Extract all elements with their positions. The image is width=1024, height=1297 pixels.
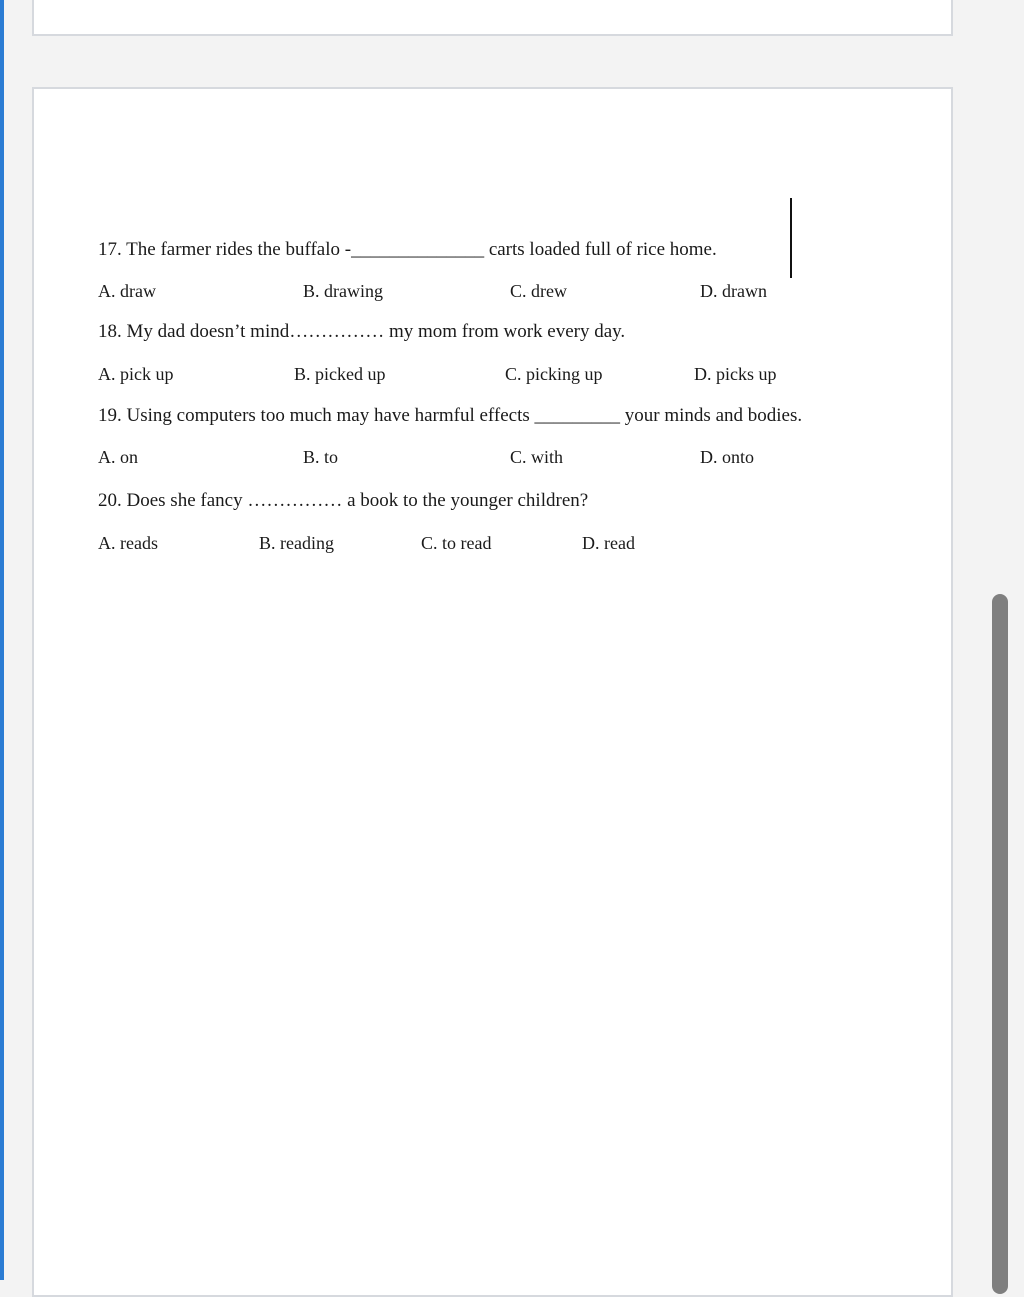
question-18-option-b: B. picked up — [294, 364, 386, 384]
question-18-option-a: A. pick up — [98, 364, 174, 384]
scrollbar-thumb[interactable] — [992, 594, 1008, 1294]
question-18-stem: 18. My dad doesn’t mind…………… my mom from work every day. — [98, 321, 626, 342]
question-20-option-d: D. read — [582, 533, 635, 553]
question-17-option-a: A. draw — [98, 281, 156, 301]
question-20-option-a: A. reads — [98, 533, 158, 553]
question-19-option-d: D. onto — [700, 447, 754, 467]
question-18-option-d: D. picks up — [694, 364, 777, 384]
question-20-stem: 20. Does she fancy …………… a book to the younger children? — [98, 490, 589, 511]
question-17-option-c: C. drew — [510, 281, 567, 301]
question-20-option-c: C. to read — [421, 533, 492, 553]
question-17-option-d: D. drawn — [700, 281, 767, 301]
window-left-accent — [0, 0, 4, 1280]
question-18-option-c: C. picking up — [505, 364, 603, 384]
question-19-option-c: C. with — [510, 447, 564, 467]
document-page — [32, 87, 953, 1297]
previous-page — [32, 0, 953, 36]
question-20-option-b: B. reading — [259, 533, 334, 553]
question-17-stem: 17. The farmer rides the buffalo -______________ carts loaded full of rice home. — [98, 239, 717, 260]
question-19-option-b: B. to — [303, 447, 339, 467]
question-19-option-a: A. on — [98, 447, 138, 467]
text-cursor — [790, 198, 792, 278]
question-17-option-b: B. drawing — [303, 281, 383, 301]
question-19-stem: 19. Using computers too much may have harmful effects _________ your minds and bodies. — [98, 405, 803, 426]
